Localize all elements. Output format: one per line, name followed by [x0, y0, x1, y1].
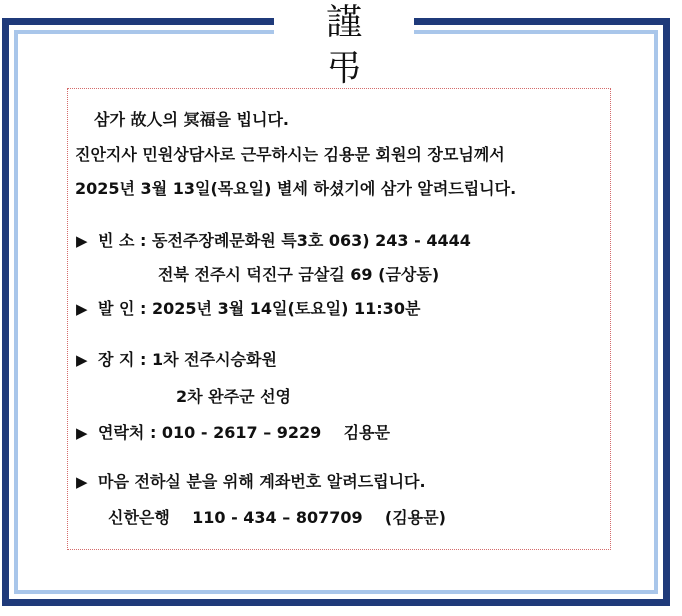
departure-label: 발 인 : 2025년 3월 14일(토요일) 11:30분 — [98, 299, 421, 318]
burial-second: 2차 완주군 선영 — [176, 387, 292, 406]
arrow-icon: ▶ — [76, 473, 88, 491]
bank-account: 신한은행 110 - 434 – 807709 (김용문) — [108, 508, 446, 527]
contact-row — [76, 422, 390, 444]
intro-line-3: 2025년 3월 13일(목요일) 별세 하셨기에 삼가 알려드립니다. — [75, 179, 517, 198]
arrow-icon: ▶ — [76, 300, 88, 318]
intro-line-1: 삼가 故人의 冥福을 빕니다. — [94, 110, 289, 129]
funeral-hall-label: 빈 소 : 동전주장례문화원 특3호 063) 243 - 4444 — [98, 231, 471, 250]
departure-row — [76, 298, 420, 320]
page-title: 謹 弔 — [274, 0, 414, 46]
condolence-label: 마음 전하실 분을 위해 계좌번호 알려드립니다. — [98, 472, 426, 491]
burial-row — [76, 349, 277, 371]
funeral-hall-row — [76, 230, 471, 252]
contact-label: 연락처 : 010 - 2617 – 9229 김용문 — [98, 423, 390, 442]
funeral-hall-address: 전북 전주시 덕진구 금살길 69 (금상동) — [158, 265, 440, 284]
burial-label: 장 지 : 1차 전주시승화원 — [98, 350, 277, 369]
arrow-icon: ▶ — [76, 232, 88, 250]
notice-content — [67, 88, 611, 550]
condolence-row — [76, 471, 426, 493]
arrow-icon: ▶ — [76, 424, 88, 442]
arrow-icon: ▶ — [76, 351, 88, 369]
intro-line-2: 진안지사 민원상담사로 근무하시는 김용문 회원의 장모님께서 — [75, 145, 505, 164]
